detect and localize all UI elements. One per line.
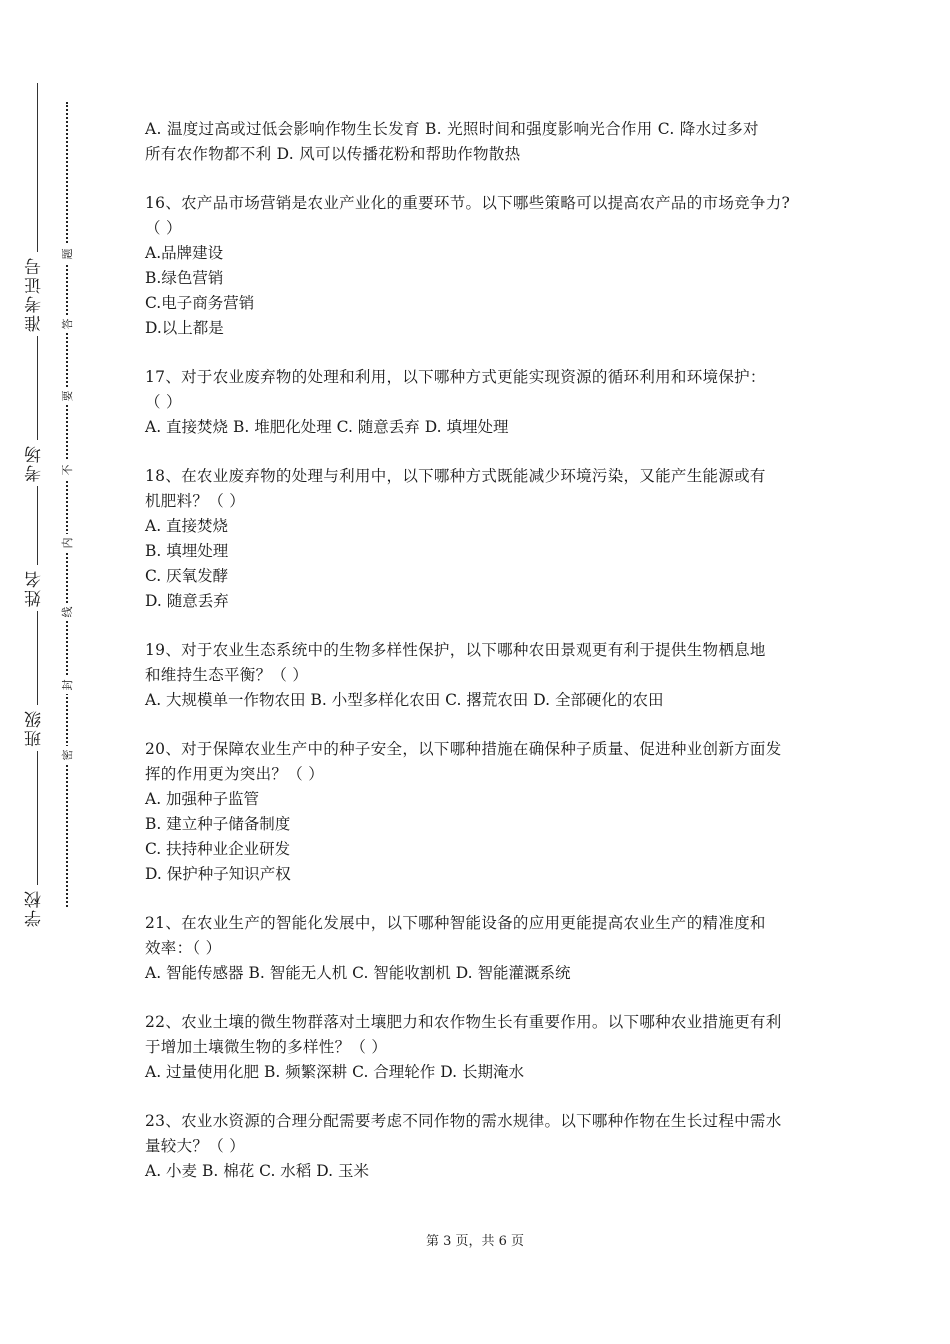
question-text: 效率：（ ） — [145, 939, 222, 957]
question-15-continued — [145, 117, 820, 167]
question-text: 于增加土壤微生物的多样性？（ ） — [145, 1038, 388, 1056]
answer-option: A. 直接焚烧 B. 堆肥化处理 C. 随意丢弃 D. 填埋处理 — [145, 418, 509, 436]
question-text: 19、对于农业生态系统中的生物多样性保护，以下哪种农田景观更有利于提供生物栖息地 — [145, 641, 766, 659]
answer-option: D. 保护种子知识产权 — [145, 865, 291, 883]
answer-option: A. 小麦 B. 棉花 C. 水稻 D. 玉米 — [145, 1162, 369, 1180]
seal-line-char: 答 — [57, 315, 77, 333]
question-text: 挥的作用更为突出？（ ） — [145, 765, 325, 783]
margin-field-label: 考场 — [22, 440, 54, 486]
question-text: 23、农业水资源的合理分配需要考虑不同作物的需水规律。以下哪种作物在生长过程中需水 — [145, 1112, 782, 1130]
answer-option: A.品牌建设 — [145, 244, 224, 262]
answer-option: A. 智能传感器 B. 智能无人机 C. 智能收割机 D. 智能灌溉系统 — [145, 964, 571, 982]
answer-option: D. 随意丢弃 — [145, 592, 229, 610]
question-20 — [145, 737, 820, 887]
question-text: 22、农业土壤的微生物群落对土壤肥力和农作物生长有重要作用。以下哪种农业措施更有利 — [145, 1013, 782, 1031]
question-19 — [145, 638, 820, 713]
margin-field-label: 准考证号 — [22, 252, 54, 336]
seal-dotted-line — [66, 102, 68, 907]
margin-field-label: 班级 — [22, 705, 54, 751]
answer-option: B.绿色营销 — [145, 269, 224, 287]
question-text: 17、对于农业废弃物的处理和利用，以下哪种方式更能实现资源的循环利用和环境保护： — [145, 368, 766, 386]
answer-option: D.以上都是 — [145, 319, 224, 337]
question-17 — [145, 365, 820, 440]
question-text: A. 温度过高或过低会影响作物生长发育 B. 光照时间和强度影响光合作用 C. 降水过多对 — [145, 120, 759, 138]
answer-option: C. 扶持种业企业研发 — [145, 840, 291, 858]
margin-field-label: 学校 — [22, 885, 54, 931]
seal-line-char: 密 — [57, 746, 77, 764]
seal-line-char: 线 — [57, 603, 77, 621]
seal-line-char: 要 — [57, 387, 77, 405]
question-18 — [145, 464, 820, 614]
answer-option: A. 加强种子监管 — [145, 790, 260, 808]
question-content — [145, 117, 820, 1208]
question-22 — [145, 1010, 820, 1085]
question-text: 18、在农业废弃物的处理与利用中，以下哪种方式既能减少环境污染，又能产生能源或有 — [145, 467, 766, 485]
answer-option: C.电子商务营销 — [145, 294, 255, 312]
answer-option: C. 厌氧发酵 — [145, 567, 229, 585]
seal-line-char: 内 — [57, 534, 77, 552]
answer-option: A. 过量使用化肥 B. 频繁深耕 C. 合理轮作 D. 长期淹水 — [145, 1063, 524, 1081]
question-text: 机肥料？（ ） — [145, 492, 246, 510]
answer-option: B. 建立种子储备制度 — [145, 815, 291, 833]
question-text: （ ） — [145, 219, 182, 237]
question-text: 和维持生态平衡？（ ） — [145, 666, 309, 684]
question-text: 量较大？（ ） — [145, 1137, 246, 1155]
fill-in-line — [37, 83, 38, 903]
answer-option: A. 大规模单一作物农田 B. 小型多样化农田 C. 撂荒农田 D. 全部硬化的农田 — [145, 691, 664, 709]
question-text: 21、在农业生产的智能化发展中，以下哪种智能设备的应用更能提高农业生产的精准度和 — [145, 914, 766, 932]
answer-option: B. 填埋处理 — [145, 542, 229, 560]
binding-margin — [0, 0, 110, 1344]
page-number: 第 3 页，共 6 页 — [425, 1234, 525, 1249]
answer-option: A. 直接焚烧 — [145, 517, 229, 535]
seal-line-char: 题 — [57, 245, 77, 263]
question-text: 20、对于保障农业生产中的种子安全，以下哪种措施在确保种子质量、促进种业创新方面发 — [145, 740, 782, 758]
question-text: （ ） — [145, 393, 182, 411]
page-footer — [0, 1230, 950, 1249]
question-21 — [145, 911, 820, 986]
question-text: 16、农产品市场营销是农业产业化的重要环节。以下哪些策略可以提高农产品的市场竞争力? — [145, 194, 791, 212]
seal-line-char: 封 — [57, 676, 77, 694]
question-23 — [145, 1109, 820, 1184]
question-text: 所有农作物都不利 D. 风可以传播花粉和帮助作物散热 — [145, 145, 521, 163]
seal-line-char: 不 — [57, 461, 77, 479]
question-16 — [145, 191, 820, 341]
margin-field-label: 姓名 — [22, 565, 54, 611]
